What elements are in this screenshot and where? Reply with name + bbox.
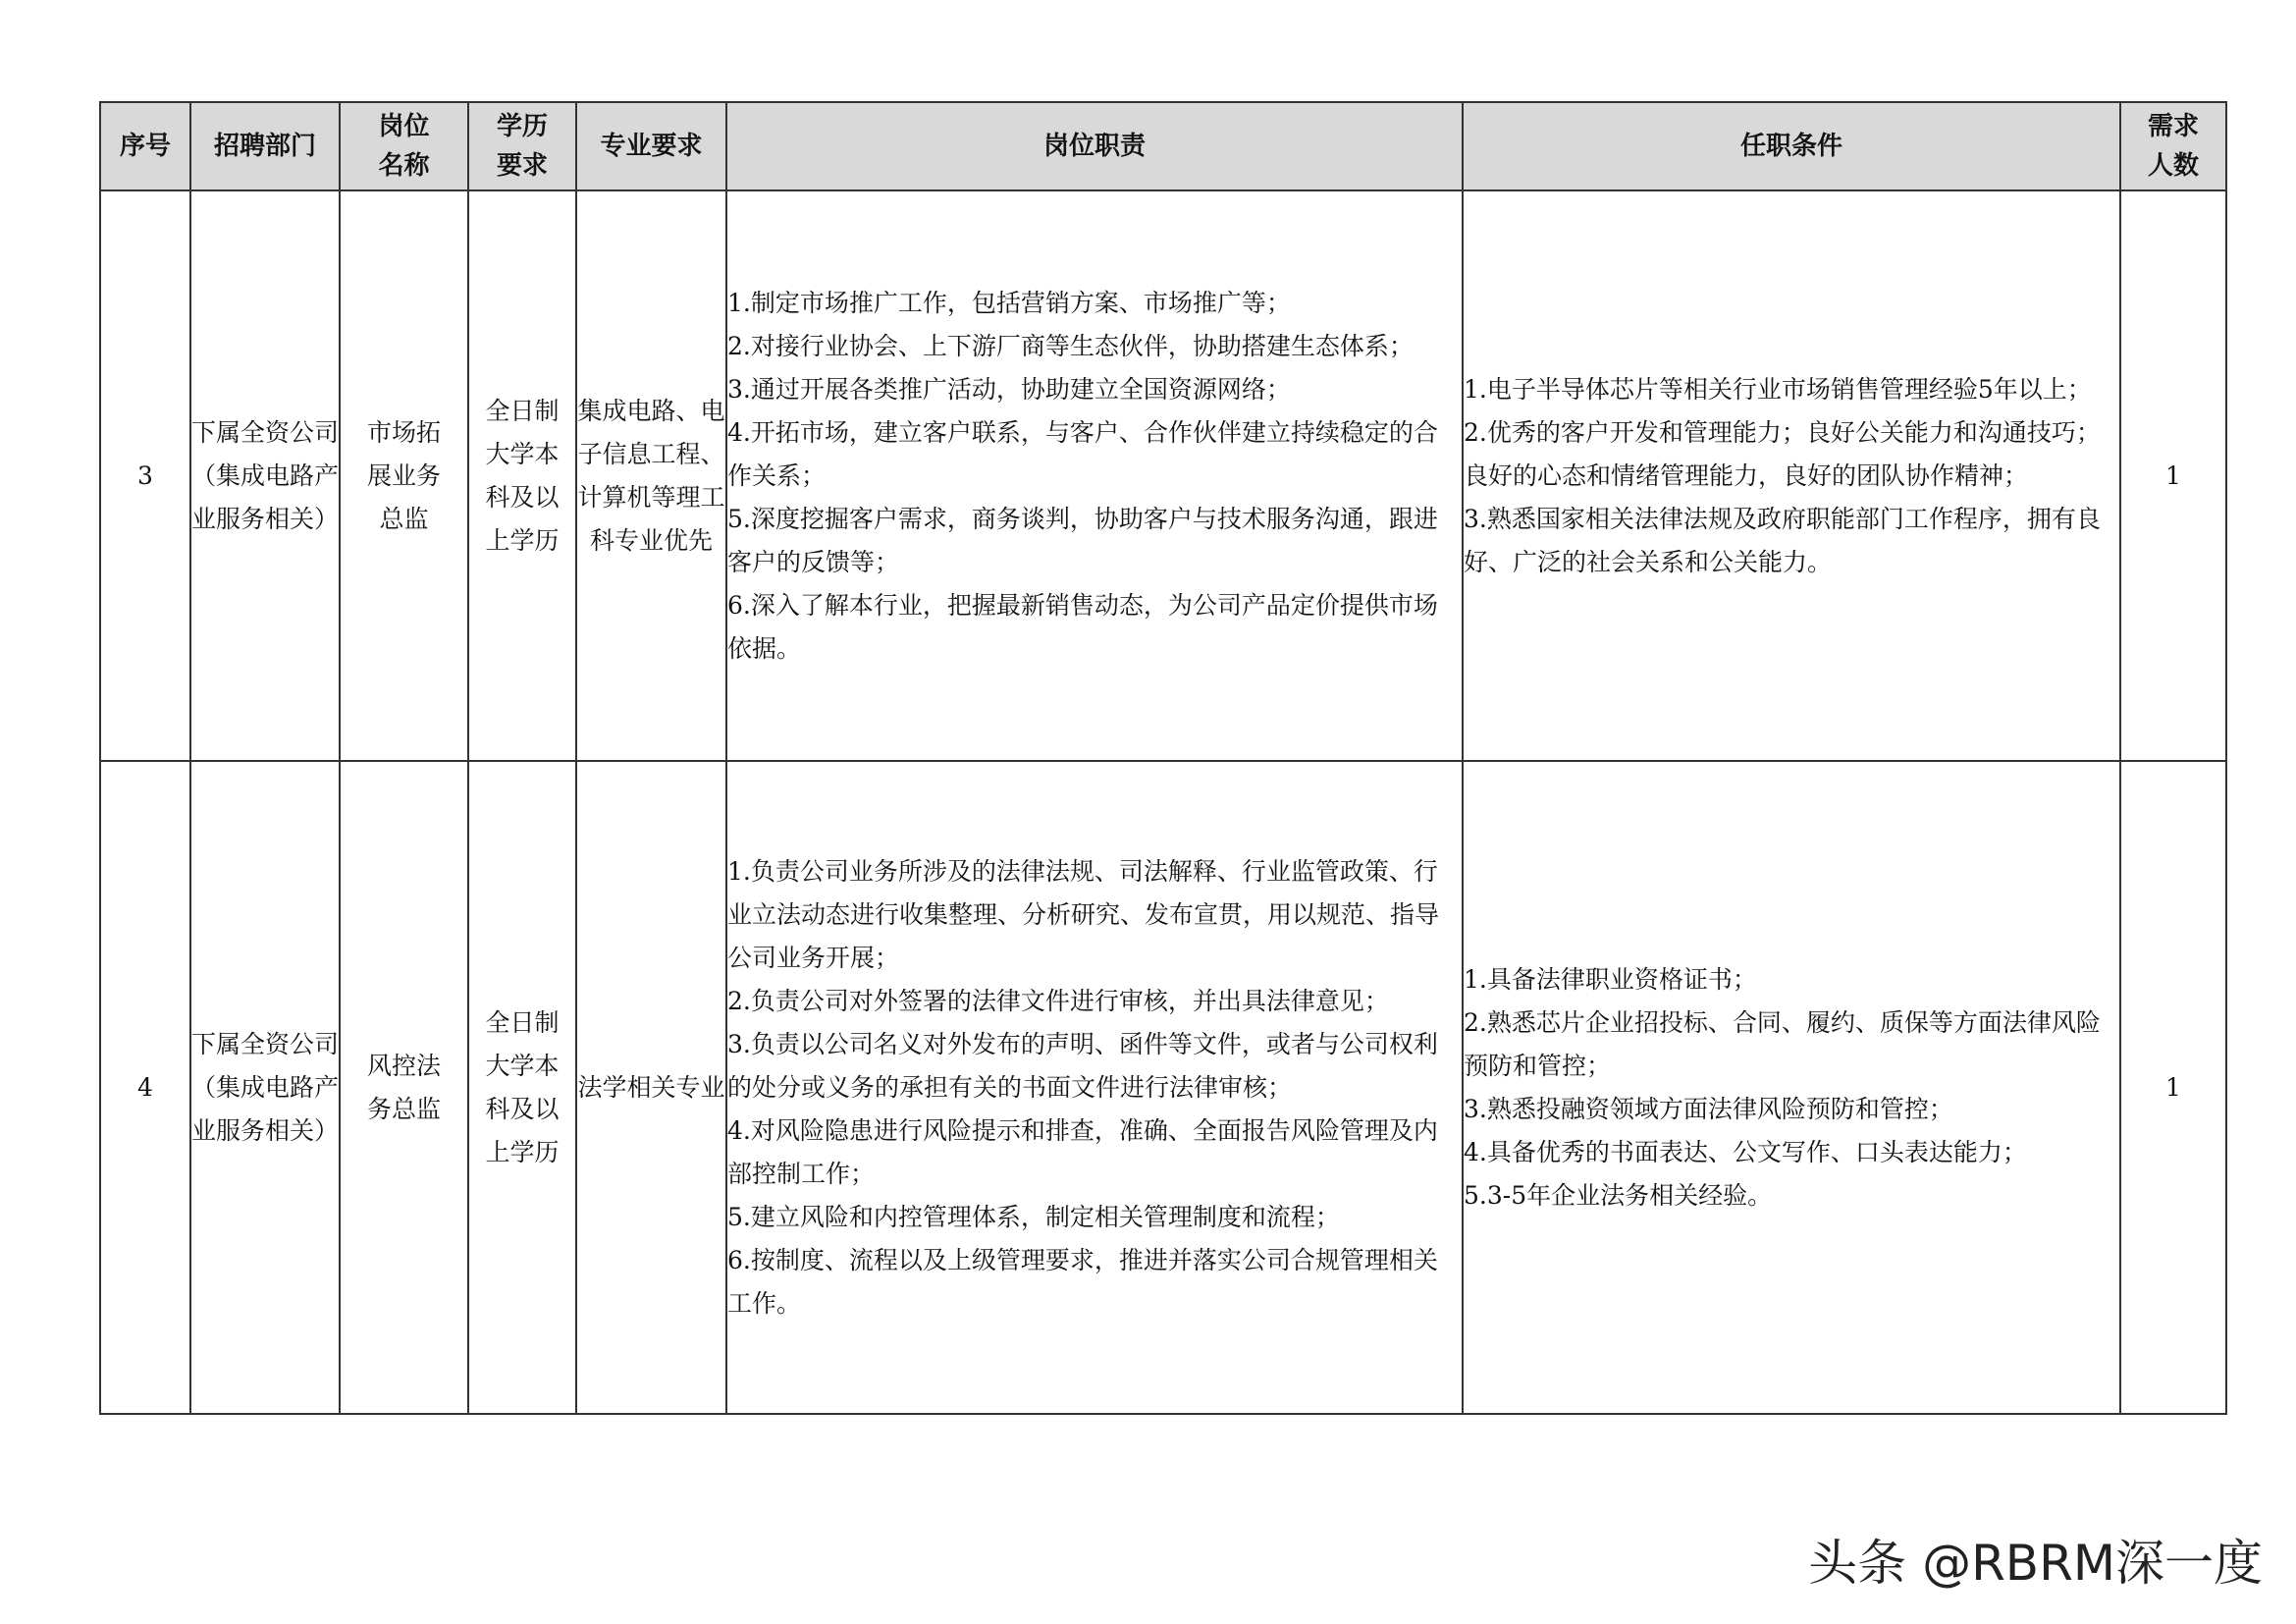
header-headcount	[2120, 102, 2226, 190]
list-item: 2.对接行业协会、上下游厂商等生态伙伴，协助搭建生态体系；	[727, 331, 1414, 360]
duties-list	[727, 850, 1462, 1326]
list-item: 3.通过开展各类推广活动，协助建立全国资源网络；	[727, 374, 1291, 404]
list-item: 1.电子半导体芯片等相关行业市场销售管理经验5年以上；	[1464, 374, 2092, 404]
header-duties: 岗位职责	[726, 102, 1463, 190]
cell-headcount: 1	[2120, 190, 2226, 761]
header-no: 序号	[100, 102, 190, 190]
cell-position: 风控法务总监	[340, 761, 468, 1414]
table-row	[100, 190, 2226, 761]
list-item: 6.按制度、流程以及上级管理要求，推进并落实公司合规管理相关工作。	[727, 1245, 1438, 1318]
list-item: 1.具备法律职业资格证书；	[1464, 964, 1757, 994]
duties-list	[727, 282, 1462, 671]
header-headcount-line-1: 需求	[2147, 112, 2199, 141]
list-item: 1.负责公司业务所涉及的法律法规、司法解释、行业监管政策、行业立法动态进行收集整理、分析研究、发布宣贯，用以规范、指导公司业务开展；	[727, 856, 1440, 972]
cell-qualifications	[1463, 190, 2120, 761]
header-education-line-1: 学历	[496, 112, 548, 141]
list-item: 4.具备优秀的书面表达、公文写作、口头表达能力；	[1464, 1137, 2027, 1166]
cell-major: 集成电路、电子信息工程、计算机等理工科专业优先	[576, 190, 726, 761]
header-education-line-2: 要求	[496, 151, 548, 181]
header-position	[340, 102, 468, 190]
cell-duties	[726, 190, 1463, 761]
header-education	[468, 102, 576, 190]
cell-education: 全日制大学本科及以上学历	[468, 761, 576, 1414]
header-department: 招聘部门	[190, 102, 340, 190]
list-item: 5.3-5年企业法务相关经验。	[1464, 1180, 1773, 1210]
header-position-line-1: 岗位	[378, 112, 430, 141]
watermark: 头条 @RBRM深一度	[1808, 1535, 2263, 1592]
list-item: 3.熟悉国家相关法律法规及政府职能部门工作程序，拥有良好、广泛的社会关系和公关能力。	[1464, 504, 2101, 576]
list-item: 3.熟悉投融资领域方面法律风险预防和管控；	[1464, 1094, 1953, 1123]
cell-position: 市场拓展业务总监	[340, 190, 468, 761]
list-item: 6.深入了解本行业，把握最新销售动态，为公司产品定价提供市场依据。	[727, 590, 1438, 663]
cell-headcount: 1	[2120, 761, 2226, 1414]
qualifications-list	[1464, 958, 2119, 1218]
recruitment-table	[99, 101, 2227, 1415]
list-item: 4.开拓市场，建立客户联系，与客户、合作伙伴建立持续稳定的合作关系；	[727, 417, 1438, 490]
list-item: 5.深度挖掘客户需求，商务谈判，协助客户与技术服务沟通，跟进客户的反馈等；	[727, 504, 1438, 576]
qualifications-list	[1464, 368, 2119, 584]
list-item: 5.建立风险和内控管理体系，制定相关管理制度和流程；	[727, 1202, 1340, 1231]
header-position-line-2: 名称	[378, 151, 430, 181]
table-header-row	[100, 102, 2226, 190]
list-item: 1.制定市场推广工作，包括营销方案、市场推广等；	[727, 288, 1291, 317]
header-major: 专业要求	[576, 102, 726, 190]
cell-department: 下属全资公司（集成电路产业服务相关）	[190, 190, 340, 761]
list-item: 2.负责公司对外签署的法律文件进行审核，并出具法律意见；	[727, 986, 1389, 1015]
cell-qualifications	[1463, 761, 2120, 1414]
cell-education: 全日制大学本科及以上学历	[468, 190, 576, 761]
cell-duties	[726, 761, 1463, 1414]
cell-no: 4	[100, 761, 190, 1414]
table-row	[100, 761, 2226, 1414]
cell-department: 下属全资公司（集成电路产业服务相关）	[190, 761, 340, 1414]
list-item: 2.优秀的客户开发和管理能力；良好公关能力和沟通技巧；良好的心态和情绪管理能力，良好的团队协作精神；	[1464, 417, 2101, 490]
cell-no: 3	[100, 190, 190, 761]
header-qualifications: 任职条件	[1463, 102, 2120, 190]
list-item: 2.熟悉芯片企业招投标、合同、履约、质保等方面法律风险预防和管控；	[1464, 1007, 2101, 1080]
list-item: 4.对风险隐患进行风险提示和排查，准确、全面报告风险管理及内部控制工作；	[727, 1115, 1438, 1188]
header-headcount-line-2: 人数	[2147, 151, 2199, 181]
cell-major: 法学相关专业	[576, 761, 726, 1414]
list-item: 3.负责以公司名义对外发布的声明、函件等文件，或者与公司权利的处分或义务的承担有关的书面文件进行法律审核；	[727, 1029, 1438, 1102]
